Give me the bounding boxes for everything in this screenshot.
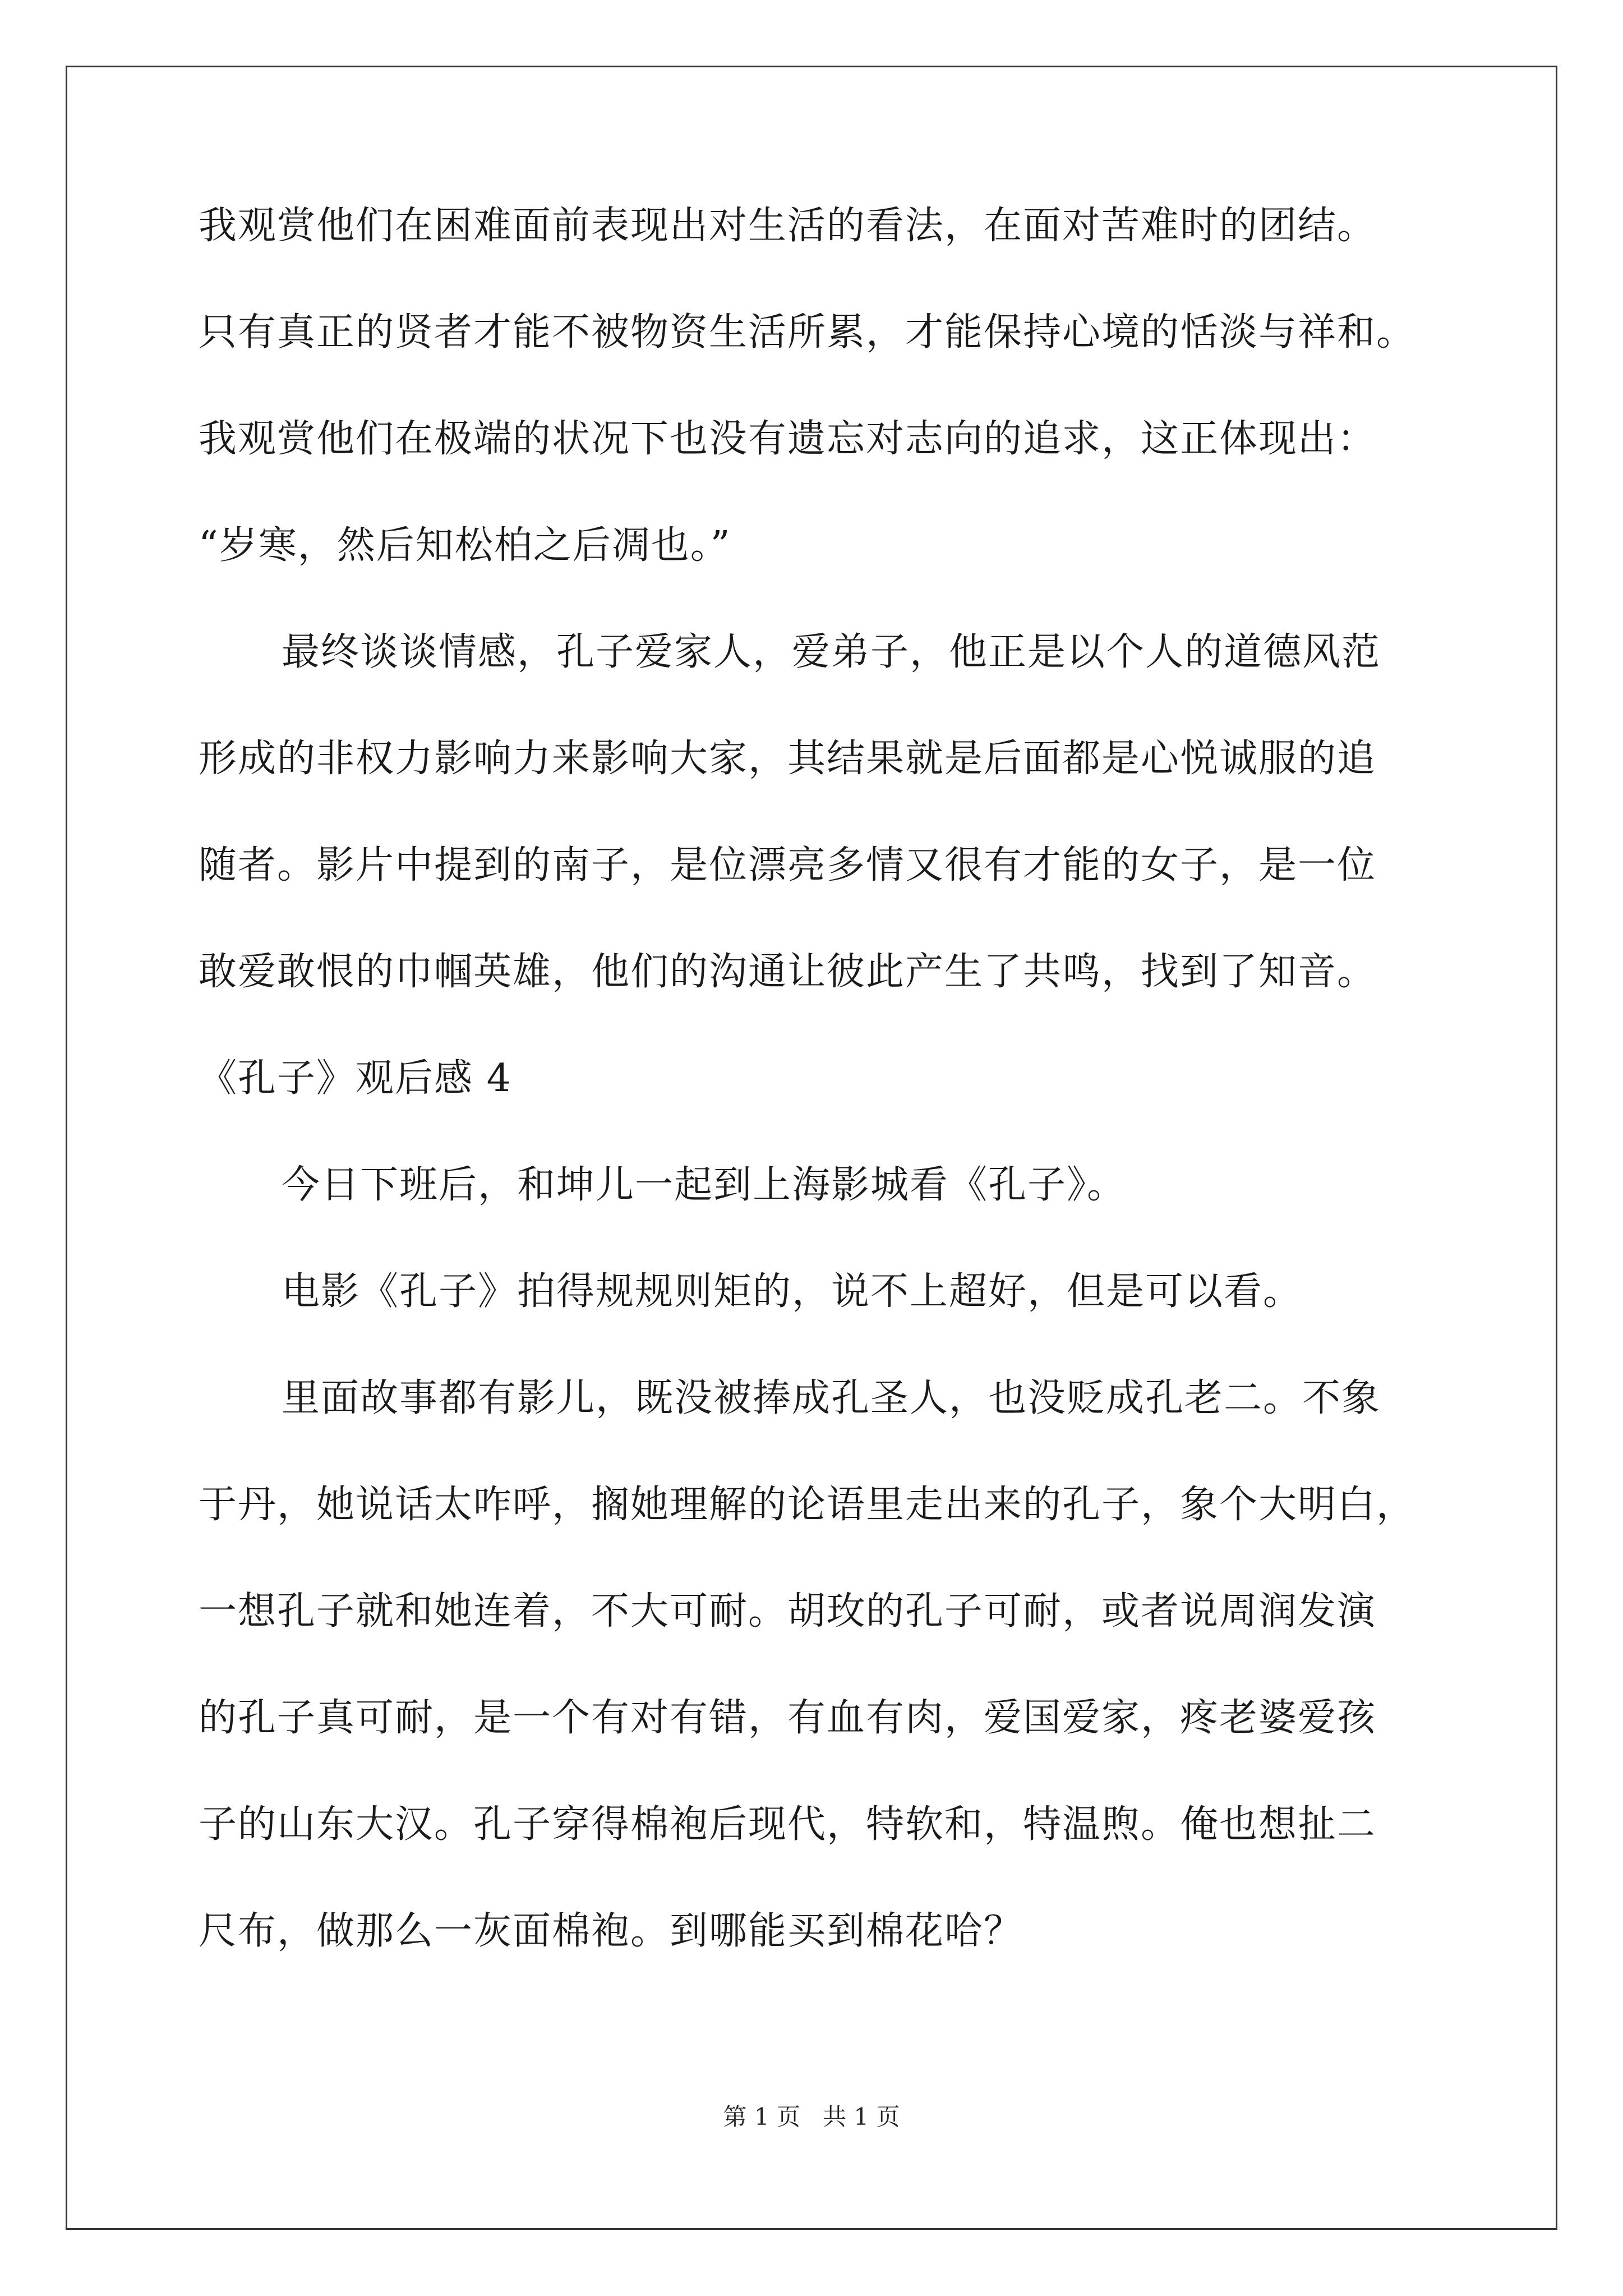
quote-line: “岁寒，然后知松柏之后凋也。” [199, 523, 731, 568]
text-line: 敢爱敢恨的巾帼英雄，他们的沟通让彼此产生了共鸣，找到了知音。 [199, 950, 1377, 994]
section-heading: 《孔子》观后感 4 [199, 1056, 512, 1101]
page-footer: 第 1 页 共 1 页 [723, 2103, 900, 2131]
paragraph-start: 里面故事都有影儿，既没被捧成孔圣人，也没贬成孔老二。不象 [282, 1376, 1381, 1420]
text-line: 随者。影片中提到的南子，是位漂亮多情又很有才能的女子，是一位 [199, 843, 1377, 887]
text-line: 只有真正的贤者才能不被物资生活所累，才能保持心境的恬淡与祥和。 [199, 310, 1416, 355]
text-line: 子的山东大汉。孔子穿得棉袍后现代，特软和，特温煦。俺也想扯二 [199, 1802, 1377, 1847]
paragraph-start: 最终谈谈情感，孔子爱家人，爱弟子，他正是以个人的道德风范 [282, 630, 1381, 674]
paragraph-start: 电影《孔子》拍得规规则矩的，说不上超好，但是可以看。 [282, 1269, 1303, 1314]
text-line: 我观赏他们在极端的状况下也没有遗忘对志向的追求，这正体现出： [199, 417, 1377, 461]
text-line: 尺布，做那么一灰面棉袍。到哪能买到棉花哈？ [199, 1909, 1023, 1953]
text-line: 我观赏他们在困难面前表现出对生活的看法，在面对苦难时的团结。 [199, 204, 1377, 248]
paragraph-start: 今日下班后，和坤儿一起到上海影城看《孔子》。 [282, 1163, 1127, 1207]
document-body [199, 199, 1466, 2011]
text-line: 形成的非权力影响力来影响大家，其结果就是后面都是心悦诚服的追 [199, 737, 1377, 781]
text-line: 的孔子真可耐，是一个有对有错，有血有肉，爱国爱家，疼老婆爱孩 [199, 1696, 1377, 1740]
text-line: 一想孔子就和她连着，不大可耐。胡玫的孔子可耐，或者说周润发演 [199, 1589, 1377, 1634]
text-line: 于丹，她说话太咋呼，搁她理解的论语里走出来的孔子，象个大明白， [199, 1483, 1416, 1527]
